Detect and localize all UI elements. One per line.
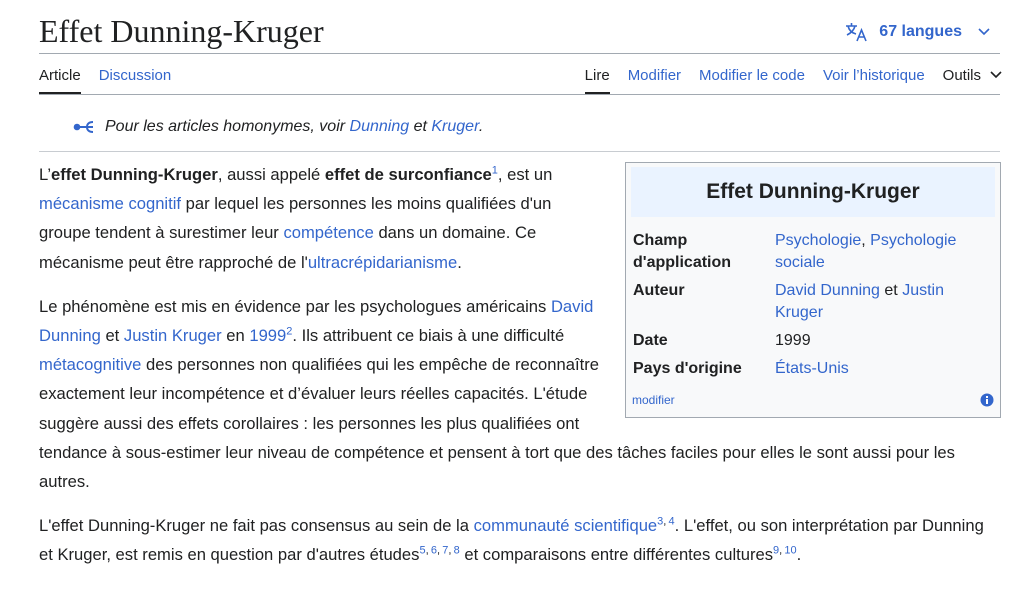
hatnote-suffix: .: [478, 118, 484, 135]
infobox-row-author: [631, 277, 995, 327]
infobox-edit-link[interactable]: modifier: [632, 393, 675, 407]
translate-icon: [845, 22, 867, 42]
link-dunning[interactable]: Dunning: [349, 118, 410, 135]
reference-link[interactable]: 4: [668, 515, 675, 528]
hatnote-divider: [39, 151, 1000, 152]
text: des personnes non qualifiées qui les empêche de reconnaître exactement leur incompétence et d’évaluer leurs réelles capacités. L'étude suggère aussi des effets corollaires : les personnes les plus qualifiées ont tendance à sous-estimer leur niveau de compétence et pensent à tort que des tâches faciles pour elles le sont aussi pour les autres.: [39, 355, 955, 492]
reference-link[interactable]: 7: [442, 544, 449, 557]
languages-count: 67 langues: [879, 23, 962, 40]
infobox-label: Champ d'application: [633, 232, 732, 271]
info-icon[interactable]: [980, 393, 994, 407]
text: . L'effet, ou son interprétation par Dunning et Kruger, est remis en question par d'autres études: [39, 516, 984, 565]
reference-link[interactable]: 9: [773, 544, 780, 557]
tab-history[interactable]: Voir l’historique: [822, 67, 925, 84]
infobox-footer: [631, 389, 995, 411]
link-psychologie-sociale[interactable]: Psychologie sociale: [775, 232, 957, 271]
text: L'effet Dunning-Kruger ne fait pas consensus au sein de la: [39, 516, 474, 536]
infobox-sep: ,: [861, 232, 871, 249]
link-david-dunning[interactable]: David Dunning: [775, 282, 880, 299]
tab-edit[interactable]: Modifier: [627, 67, 682, 84]
text: Le phénomène est mis en évidence par les psychologues américains: [39, 296, 551, 316]
link-metacognitive[interactable]: métacognitive: [39, 355, 142, 375]
link-competence[interactable]: compétence: [283, 223, 374, 243]
tab-read[interactable]: Lire: [585, 60, 610, 94]
tab-discussion[interactable]: Discussion: [98, 67, 172, 84]
namespace-tabs: [39, 60, 189, 94]
reference-link[interactable]: 3: [657, 515, 664, 528]
infobox-value: [775, 230, 993, 274]
infobox-row-country: [631, 355, 995, 383]
text: .: [796, 545, 802, 565]
link-david-dunning[interactable]: David Dunning: [39, 296, 594, 346]
page-title: Effet Dunning-Kruger: [39, 13, 324, 49]
link-etats-unis[interactable]: États-Unis: [775, 360, 849, 377]
language-selector[interactable]: [845, 20, 1002, 44]
tabs-divider: [39, 94, 1000, 95]
title-divider: [39, 53, 1000, 54]
infobox-value: 1999: [775, 332, 811, 349]
infobox-row-field: [631, 227, 995, 277]
link-justin-kruger[interactable]: Justin Kruger: [123, 326, 222, 346]
tab-article[interactable]: Article: [39, 60, 81, 94]
hatnote-middle: et: [409, 118, 432, 135]
tools-menu[interactable]: [943, 60, 1002, 94]
article-body: [39, 160, 1001, 585]
tools-label: Outils: [942, 67, 981, 84]
link-psychologie[interactable]: Psychologie: [775, 232, 862, 249]
hatnote: [73, 116, 483, 138]
infobox-sep: et: [879, 282, 903, 299]
view-tabs: [567, 60, 1002, 94]
disambiguation-icon: [73, 120, 95, 134]
text: en: [221, 326, 250, 346]
text: .: [457, 252, 462, 272]
bold-term: effet Dunning-Kruger: [51, 165, 218, 184]
reference-link[interactable]: 2: [286, 325, 293, 338]
link-mecanisme-cognitif[interactable]: mécanisme cognitif: [39, 194, 182, 214]
link-ultracrepidarianisme[interactable]: ultracrépidarianisme: [307, 252, 458, 272]
text: dans un domaine. Ce mécanisme peut être rapproché de l': [39, 223, 537, 272]
text: et: [100, 326, 124, 346]
text: , aussi appelé: [217, 165, 325, 184]
reference-link[interactable]: 8: [453, 544, 460, 557]
bold-term: effet de surconfiance: [324, 165, 492, 184]
tab-edit-source[interactable]: Modifier le code: [699, 67, 805, 84]
infobox-title: Effet Dunning-Kruger: [631, 167, 995, 217]
infobox-label: Pays d'origine: [633, 360, 742, 377]
reference-link[interactable]: 10: [784, 544, 797, 557]
reference-link[interactable]: 6: [430, 544, 437, 557]
link-communaute-scientifique[interactable]: communauté scientifique: [473, 516, 658, 536]
infobox-label: Date: [633, 332, 668, 349]
text: , est un: [497, 165, 553, 184]
paragraph-criticism: L'effet Dunning-Kruger ne fait pas consensus au sein de la communauté scientifique$^{3, 4}$. L'effet, ou son interprétation par Dunning et Kruger, est remis en question par d'autres études$^{5, 6, 7, 8}$ et comparaisons entre différentes cultures$^{9, 10}$.: [39, 515, 984, 565]
text: . Ils attribuent ce biais à une difficulté: [292, 326, 565, 346]
hatnote-prefix: Pour les articles homonymes, voir: [105, 118, 350, 135]
text: et comparaisons entre différentes cultures: [459, 545, 774, 565]
infobox: [625, 162, 1001, 418]
reference-link[interactable]: 1: [491, 164, 498, 177]
chevron-down-icon: [990, 71, 1002, 79]
link-kruger[interactable]: Kruger: [431, 118, 479, 135]
chevron-down-icon: [978, 28, 990, 36]
link-justin-kruger[interactable]: Justin Kruger: [775, 282, 944, 321]
infobox-row-date: [631, 327, 995, 355]
infobox-label: Auteur: [633, 282, 685, 299]
infobox-value: [775, 280, 993, 324]
text: L’: [39, 165, 51, 184]
reference-link[interactable]: 5: [419, 544, 426, 557]
link-1999[interactable]: 1999: [249, 326, 287, 346]
infobox-value: [775, 358, 993, 380]
text: par lequel les personnes les moins qualifiées d'un groupe tendent à surestimer leur: [39, 194, 552, 243]
